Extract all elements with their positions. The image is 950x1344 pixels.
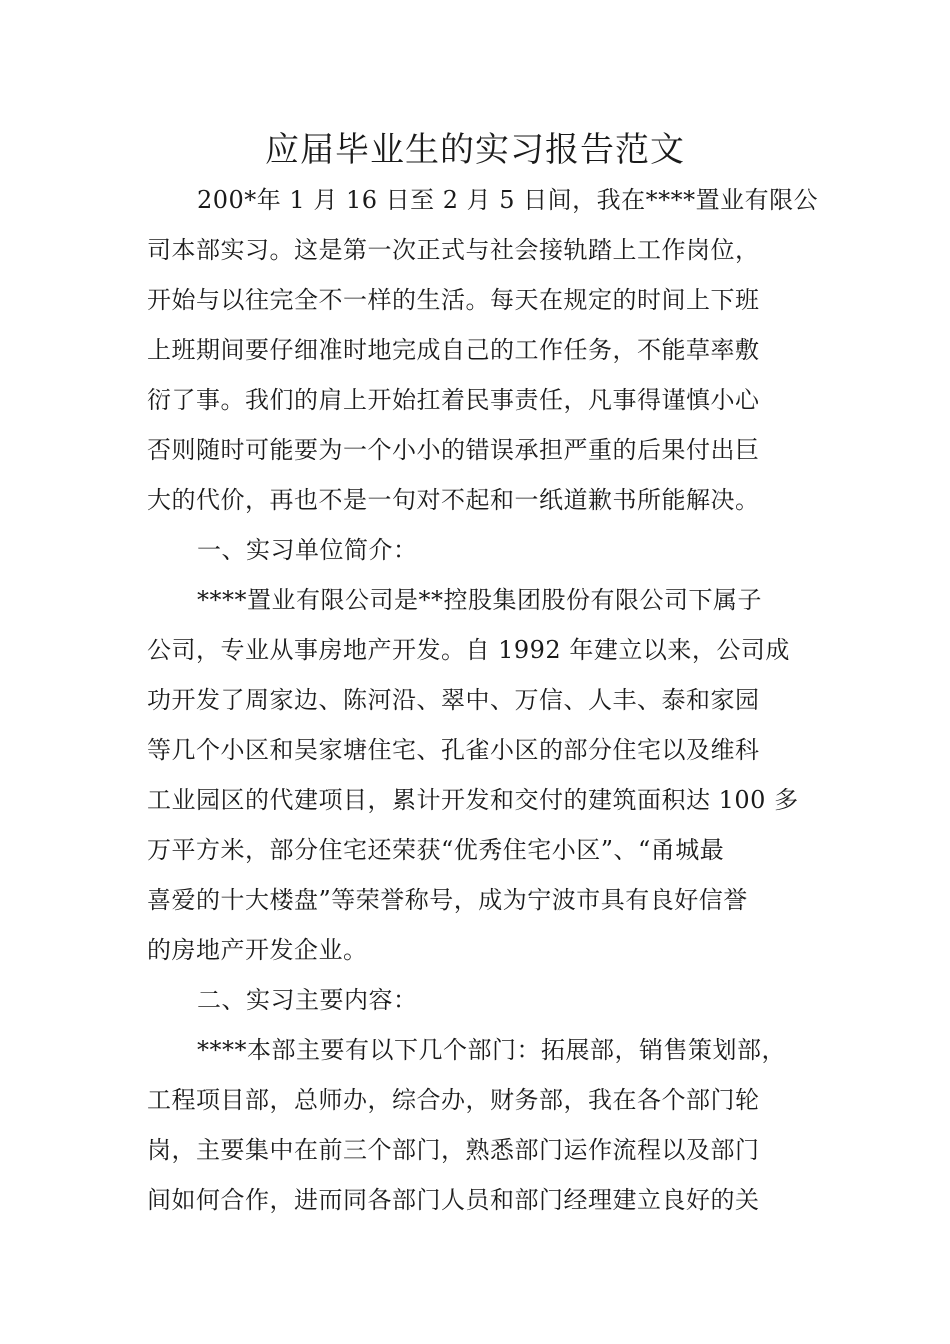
paragraph-line: 上班期间要仔细准时地完成自己的工作任务，不能草率敷 [147,336,760,364]
paragraph-line: 等几个小区和吴家塘住宅、孔雀小区的部分住宅以及维科 [147,736,760,764]
paragraph-line: 喜爱的十大楼盘”等荣誉称号，成为宁波市具有良好信誉 [147,886,748,914]
paragraph-line: 岗，主要集中在前三个部门，熟悉部门运作流程以及部门 [147,1136,760,1164]
paragraph-line: 的房地产开发企业。 [147,936,368,964]
paragraph-line: ****本部主要有以下几个部门：拓展部，销售策划部， [197,1036,786,1064]
paragraph-line: 开始与以往完全不一样的生活。每天在规定的时间上下班 [147,286,760,314]
paragraph-line: 衍了事。我们的肩上开始扛着民事责任，凡事得谨慎小心 [147,386,760,414]
section-heading: 一、实习单位简介： [197,536,418,564]
document-title: 应届毕业生的实习报告范文 [265,130,685,170]
paragraph-line: ****置业有限公司是**控股集团股份有限公司下属子 [197,586,762,614]
paragraph-line: 间如何合作，进而同各部门人员和部门经理建立良好的关 [147,1186,760,1214]
paragraph-line: 功开发了周家边、陈河沿、翠中、万信、人丰、泰和家园 [147,686,760,714]
paragraph-line: 200*年 1 月 16 日至 2 月 5 日间，我在****置业有限公 [197,186,819,214]
paragraph-line: 大的代价，再也不是一句对不起和一纸道歉书所能解决。 [147,486,760,514]
paragraph-line: 公司，专业从事房地产开发。自 1992 年建立以来，公司成 [147,636,790,664]
paragraph-line: 工业园区的代建项目，累计开发和交付的建筑面积达 100 多 [147,786,799,814]
paragraph-line: 工程项目部，总师办，综合办，财务部，我在各个部门轮 [147,1086,760,1114]
paragraph-line: 司本部实习。这是第一次正式与社会接轨踏上工作岗位， [147,236,760,264]
section-heading: 二、实习主要内容： [197,986,418,1014]
paragraph-line: 万平方米，部分住宅还荣获“优秀住宅小区”、“甬城最 [147,836,725,864]
paragraph-line: 否则随时可能要为一个小小的错误承担严重的后果付出巨 [147,436,760,464]
